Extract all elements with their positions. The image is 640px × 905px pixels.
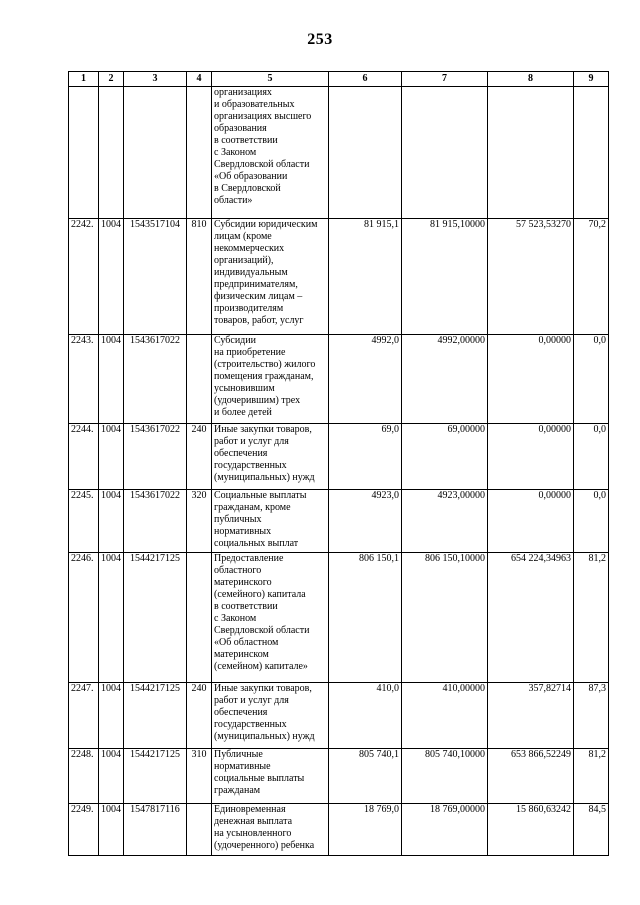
row-number (69, 87, 99, 219)
section-code: 1004 (99, 219, 124, 335)
table-row (69, 490, 609, 553)
amount-approved: 4992,00000 (402, 335, 488, 424)
table-row (69, 87, 609, 219)
item-name: Субсидии на приобретение (строительство) жилого помещения гражданам, усыновившим (удочерившим) трех и более детей (212, 335, 329, 424)
execution-percent: 81,2 (574, 553, 609, 683)
amount-executed: 0,00000 (488, 424, 574, 490)
target-code: 1543617022 (124, 424, 187, 490)
section-code: 1004 (99, 553, 124, 683)
amount-plan: 410,0 (329, 683, 402, 749)
section-code: 1004 (99, 424, 124, 490)
amount-approved (402, 87, 488, 219)
target-code: 1544217125 (124, 683, 187, 749)
table-body (69, 87, 609, 856)
expense-type: 310 (187, 749, 212, 804)
row-number: 2244. (69, 424, 99, 490)
table-row (69, 219, 609, 335)
target-code: 1543517104 (124, 219, 187, 335)
execution-percent: 70,2 (574, 219, 609, 335)
header-col-8: 8 (488, 72, 574, 87)
amount-plan (329, 87, 402, 219)
budget-table (68, 71, 609, 856)
item-name: Предоставление областного материнского (семейного) капитала в соответствии с Законом Свердловской области «Об областном материнском (семейном) капитале» (212, 553, 329, 683)
amount-approved: 69,00000 (402, 424, 488, 490)
amount-executed: 15 860,63242 (488, 804, 574, 856)
page-number: 253 (307, 31, 333, 48)
amount-plan: 4923,0 (329, 490, 402, 553)
item-name: Иные закупки товаров, работ и услуг для обеспечения государственных (муниципальных) нужд (212, 424, 329, 490)
expense-type: 320 (187, 490, 212, 553)
target-code: 1543617022 (124, 490, 187, 553)
header-col-9: 9 (574, 72, 609, 87)
expense-type: 810 (187, 219, 212, 335)
target-code: 1543617022 (124, 335, 187, 424)
expense-type (187, 335, 212, 424)
table-header (69, 72, 609, 87)
expense-type: 240 (187, 683, 212, 749)
row-number: 2248. (69, 749, 99, 804)
row-number: 2246. (69, 553, 99, 683)
target-code: 1544217125 (124, 749, 187, 804)
amount-executed: 57 523,53270 (488, 219, 574, 335)
item-name: Социальные выплаты гражданам, кроме публичных нормативных социальных выплат (212, 490, 329, 553)
amount-executed: 357,82714 (488, 683, 574, 749)
section-code: 1004 (99, 804, 124, 856)
expense-type: 240 (187, 424, 212, 490)
table-row (69, 683, 609, 749)
row-number: 2249. (69, 804, 99, 856)
section-code (99, 87, 124, 219)
item-name: Субсидии юридическим лицам (кроме некоммерческих организаций), индивидуальным предпринимателям, физическим лицам – производителям товаров, работ, услуг (212, 219, 329, 335)
header-col-1: 1 (69, 72, 99, 87)
execution-percent: 0,0 (574, 335, 609, 424)
amount-plan: 805 740,1 (329, 749, 402, 804)
row-number: 2245. (69, 490, 99, 553)
row-number: 2243. (69, 335, 99, 424)
header-col-2: 2 (99, 72, 124, 87)
amount-plan: 4992,0 (329, 335, 402, 424)
amount-approved: 806 150,10000 (402, 553, 488, 683)
item-name: Единовременная денежная выплата на усыновленного (удочеренного) ребенка (212, 804, 329, 856)
amount-approved: 4923,00000 (402, 490, 488, 553)
amount-executed: 653 866,52249 (488, 749, 574, 804)
amount-plan: 18 769,0 (329, 804, 402, 856)
target-code: 1544217125 (124, 553, 187, 683)
section-code: 1004 (99, 749, 124, 804)
amount-executed: 0,00000 (488, 490, 574, 553)
execution-percent (574, 87, 609, 219)
section-code: 1004 (99, 683, 124, 749)
section-code: 1004 (99, 335, 124, 424)
expense-type (187, 553, 212, 683)
row-number: 2242. (69, 219, 99, 335)
target-code: 1547817116 (124, 804, 187, 856)
header-col-4: 4 (187, 72, 212, 87)
execution-percent: 0,0 (574, 424, 609, 490)
amount-plan: 69,0 (329, 424, 402, 490)
amount-executed (488, 87, 574, 219)
amount-approved: 805 740,10000 (402, 749, 488, 804)
amount-plan: 81 915,1 (329, 219, 402, 335)
amount-approved: 81 915,10000 (402, 219, 488, 335)
target-code (124, 87, 187, 219)
table-row (69, 804, 609, 856)
header-col-3: 3 (124, 72, 187, 87)
item-name: организациях и образовательных организациях высшего образования в соответствии с Законом Свердловской области «Об образовании в Свердловской области» (212, 87, 329, 219)
row-number: 2247. (69, 683, 99, 749)
item-name: Публичные нормативные социальные выплаты гражданам (212, 749, 329, 804)
table-row (69, 553, 609, 683)
amount-plan: 806 150,1 (329, 553, 402, 683)
expense-type (187, 87, 212, 219)
amount-approved: 18 769,00000 (402, 804, 488, 856)
execution-percent: 0,0 (574, 490, 609, 553)
table-row (69, 749, 609, 804)
amount-executed: 0,00000 (488, 335, 574, 424)
execution-percent: 84,5 (574, 804, 609, 856)
amount-executed: 654 224,34963 (488, 553, 574, 683)
header-col-7: 7 (402, 72, 488, 87)
expense-type (187, 804, 212, 856)
section-code: 1004 (99, 490, 124, 553)
header-col-5: 5 (212, 72, 329, 87)
amount-approved: 410,00000 (402, 683, 488, 749)
table-row (69, 424, 609, 490)
item-name: Иные закупки товаров, работ и услуг для обеспечения государственных (муниципальных) нужд (212, 683, 329, 749)
header-col-6: 6 (329, 72, 402, 87)
table-row (69, 335, 609, 424)
execution-percent: 87,3 (574, 683, 609, 749)
execution-percent: 81,2 (574, 749, 609, 804)
header-row (69, 72, 609, 87)
